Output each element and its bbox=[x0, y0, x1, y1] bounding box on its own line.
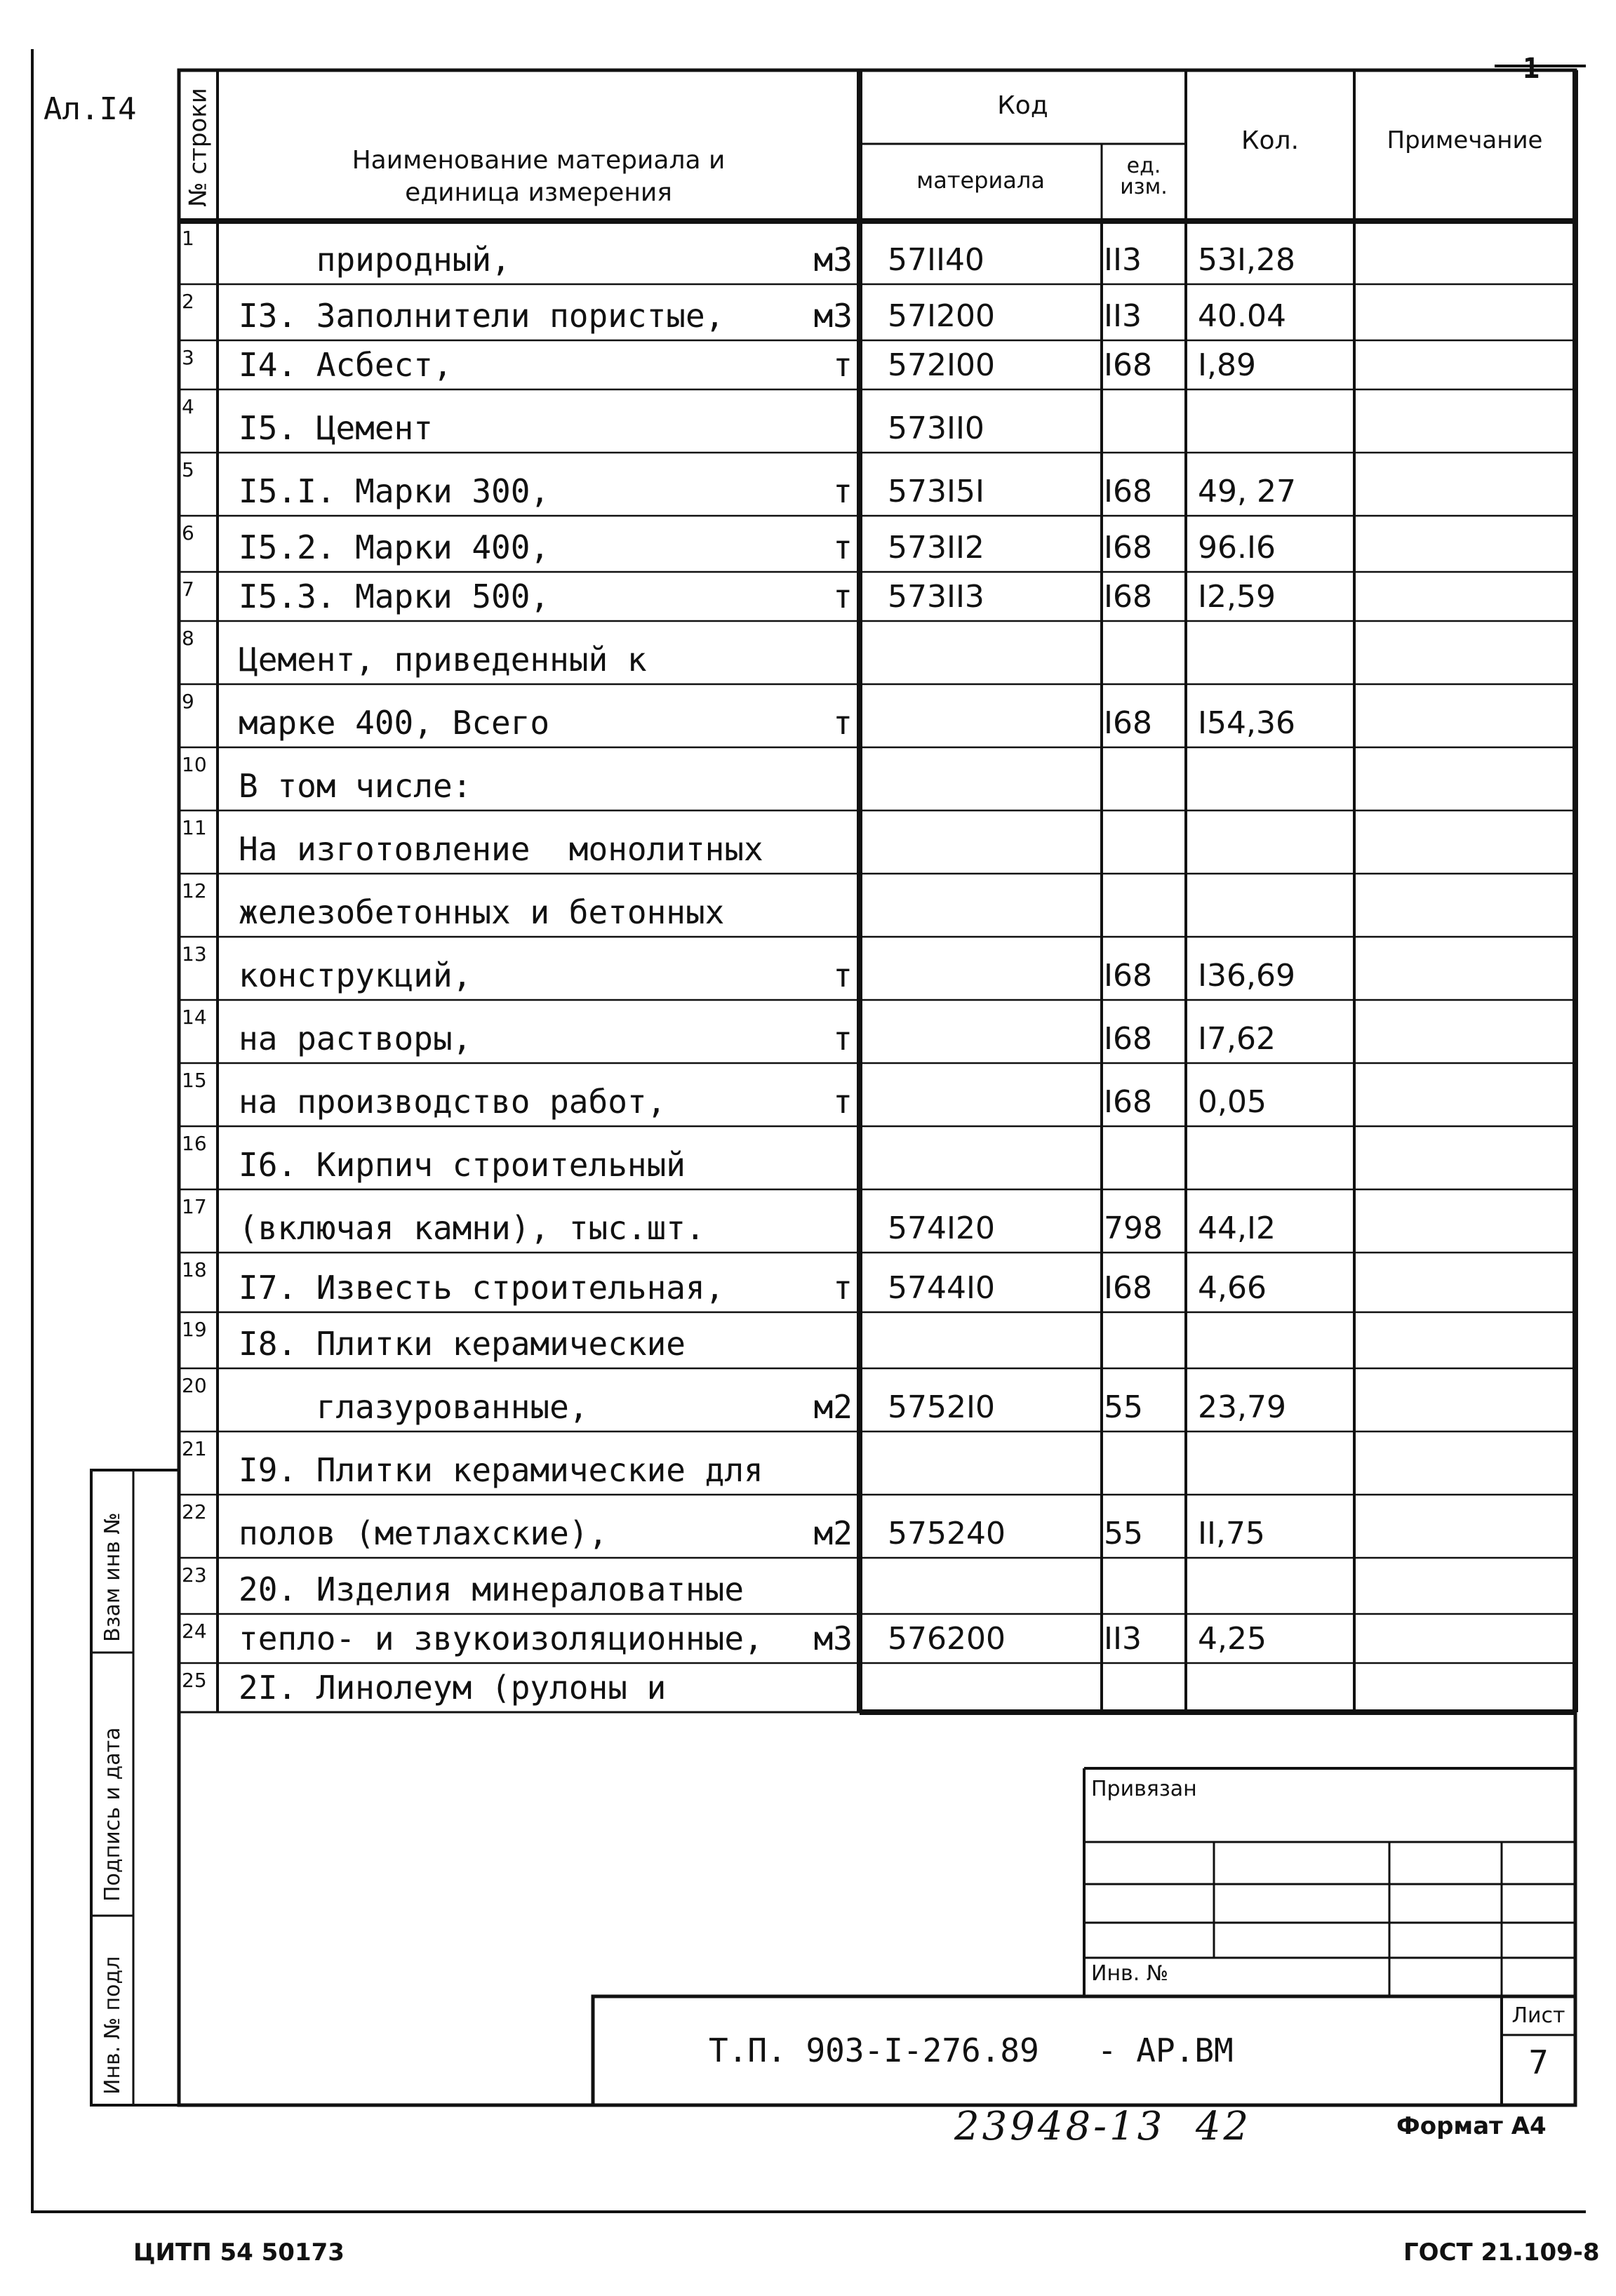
row-number: 13 bbox=[182, 942, 207, 966]
unit-label: м2 bbox=[813, 1388, 853, 1426]
table-row bbox=[179, 1126, 1575, 1189]
row-number: 14 bbox=[182, 1006, 207, 1029]
material-name: I4. Асбест, bbox=[239, 346, 453, 384]
material-name: I9. Плитки керамические для bbox=[239, 1451, 763, 1489]
material-name: железобетонных и бетонных bbox=[239, 893, 725, 931]
row-number: 10 bbox=[182, 753, 207, 776]
row-number: 19 bbox=[182, 1318, 207, 1341]
list-label: Лист bbox=[1511, 2003, 1565, 2028]
unit-code: I68 bbox=[1104, 1270, 1152, 1306]
unit-label: м2 bbox=[813, 1514, 853, 1552]
document-code: Т.П. 903-I-276.89 - АР.ВМ bbox=[709, 2031, 1234, 2069]
material-code: 574I20 bbox=[888, 1210, 995, 1246]
row-number: 7 bbox=[182, 578, 194, 601]
row-number: 17 bbox=[182, 1195, 207, 1218]
material-code: 576200 bbox=[888, 1621, 1006, 1657]
row-number: 12 bbox=[182, 879, 207, 902]
quantity: 0,05 bbox=[1198, 1084, 1267, 1120]
table-row bbox=[179, 1000, 1575, 1063]
quantity: I54,36 bbox=[1198, 705, 1295, 741]
material-name: полов (метлахские), bbox=[239, 1514, 608, 1552]
table-row bbox=[179, 747, 1575, 810]
sheet-label: Ал.I4 bbox=[44, 91, 137, 127]
row-number: 21 bbox=[182, 1437, 207, 1460]
material-name: В том числе: bbox=[239, 767, 472, 805]
material-name: на растворы, bbox=[239, 1020, 472, 1057]
quantity: 49, 27 bbox=[1198, 474, 1296, 509]
side-inv-podl: Инв. № подл bbox=[100, 1956, 125, 2095]
unit-label: т bbox=[833, 1020, 853, 1057]
unit-label: м3 bbox=[813, 1620, 853, 1657]
unit-code: I68 bbox=[1104, 958, 1152, 994]
row-number: 8 bbox=[182, 627, 194, 650]
material-name: конструкций, bbox=[239, 956, 472, 994]
table-row bbox=[179, 1663, 1575, 1712]
material-code: 57I200 bbox=[888, 298, 995, 334]
table-row bbox=[179, 1368, 1575, 1431]
material-name: I5.I. Марки 300, bbox=[239, 472, 550, 510]
unit-code: I68 bbox=[1104, 474, 1152, 509]
table-row bbox=[179, 453, 1575, 516]
material-name: I5. Цемент bbox=[239, 409, 433, 447]
material-name: (включая камни), тыс.шт. bbox=[239, 1209, 705, 1247]
table-row bbox=[179, 516, 1575, 572]
table-row bbox=[179, 221, 1575, 284]
material-code: 573II3 bbox=[888, 579, 984, 615]
row-number: 18 bbox=[182, 1258, 207, 1281]
row-number: 20 bbox=[182, 1374, 207, 1397]
top-corner-mark: 1 bbox=[1523, 53, 1540, 85]
header-code-unit: ед. изм. bbox=[1120, 154, 1168, 199]
row-number: 11 bbox=[182, 816, 207, 839]
table-row bbox=[179, 1495, 1575, 1558]
handwritten-number: 23948-13 42 bbox=[954, 2104, 1252, 2149]
material-name: 20. Изделия минераловатные bbox=[239, 1570, 744, 1608]
unit-code: II3 bbox=[1104, 298, 1142, 334]
unit-label: м3 bbox=[813, 241, 853, 279]
unit-label: т bbox=[833, 704, 853, 742]
header-row-no bbox=[179, 70, 218, 221]
quantity: I,89 bbox=[1198, 347, 1256, 383]
material-code: 572I00 bbox=[888, 347, 995, 383]
table-row bbox=[179, 1312, 1575, 1368]
material-name: I8. Плитки керамические bbox=[239, 1325, 686, 1363]
unit-code: I68 bbox=[1104, 705, 1152, 741]
sheet-number: 7 bbox=[1528, 2043, 1549, 2081]
table-row bbox=[179, 937, 1575, 1000]
table-row bbox=[179, 1558, 1575, 1614]
material-name: тепло- и звукоизоляционные, bbox=[239, 1620, 763, 1657]
row-number: 5 bbox=[182, 458, 194, 481]
material-name: I5.2. Марки 400, bbox=[239, 528, 550, 566]
table-row bbox=[179, 1189, 1575, 1253]
quantity: II,75 bbox=[1198, 1516, 1265, 1551]
unit-code: I68 bbox=[1104, 1021, 1152, 1057]
material-name: на производство работ, bbox=[239, 1083, 667, 1121]
side-podpis-data: Подпись и дата bbox=[100, 1727, 125, 1902]
row-number: 2 bbox=[182, 290, 194, 313]
table-row bbox=[179, 284, 1575, 340]
unit-label: т bbox=[833, 1269, 853, 1307]
unit-label: т bbox=[833, 578, 853, 615]
unit-label: т bbox=[833, 1083, 853, 1121]
material-code: 575240 bbox=[888, 1516, 1006, 1551]
unit-code: I68 bbox=[1104, 1084, 1152, 1120]
unit-code: I68 bbox=[1104, 579, 1152, 615]
table-row bbox=[179, 874, 1575, 937]
row-number: 23 bbox=[182, 1563, 207, 1587]
unit-label: т bbox=[833, 528, 853, 566]
quantity: I36,69 bbox=[1198, 958, 1295, 994]
unit-label: т bbox=[833, 346, 853, 384]
material-name: 2I. Линолеум (рулоны и bbox=[239, 1669, 667, 1707]
row-number: 6 bbox=[182, 521, 194, 545]
quantity: 4,66 bbox=[1198, 1270, 1267, 1306]
quantity: 53I,28 bbox=[1198, 242, 1295, 278]
material-name: природный, bbox=[239, 241, 511, 279]
material-name: глазурованные, bbox=[239, 1388, 589, 1426]
unit-label: т bbox=[833, 956, 853, 994]
material-name: I3. Заполнители пористые, bbox=[239, 297, 725, 335]
privyazan-label: Привязан bbox=[1091, 1777, 1197, 1801]
material-code: 573II2 bbox=[888, 530, 984, 566]
header-row-no-label: № строки bbox=[184, 88, 213, 207]
material-name: I6. Кирпич строительный bbox=[239, 1146, 686, 1184]
material-code: 573II0 bbox=[888, 411, 984, 446]
material-code: 5744I0 bbox=[888, 1270, 995, 1306]
table-row bbox=[179, 684, 1575, 747]
material-name: I7. Известь строительная, bbox=[239, 1269, 725, 1307]
material-name: марке 400, Всего bbox=[239, 704, 550, 742]
unit-label: т bbox=[833, 472, 853, 510]
material-name: Цемент, приведенный к bbox=[239, 641, 647, 679]
table-row bbox=[179, 572, 1575, 621]
table-row bbox=[179, 1614, 1575, 1663]
row-number: 22 bbox=[182, 1500, 207, 1523]
material-name: I5.3. Марки 500, bbox=[239, 578, 550, 615]
table-row bbox=[179, 621, 1575, 684]
header-note: Примечание bbox=[1387, 126, 1543, 154]
table-row bbox=[179, 1063, 1575, 1126]
quantity: 4,25 bbox=[1198, 1621, 1267, 1657]
table-row bbox=[179, 340, 1575, 389]
quantity: 96.I6 bbox=[1198, 530, 1276, 566]
header-qty: Кол. bbox=[1241, 126, 1300, 155]
row-number: 15 bbox=[182, 1069, 207, 1092]
quantity: 40.04 bbox=[1198, 298, 1286, 334]
header-code: Код bbox=[997, 91, 1048, 120]
side-vzam-inv: Взам инв № bbox=[100, 1512, 125, 1642]
header-name bbox=[218, 112, 860, 209]
footer-gost: ГОСТ 21.109-8 bbox=[1403, 2238, 1600, 2267]
material-code: 57II40 bbox=[888, 242, 984, 278]
footer-left-code: ЦИТП 54 50173 bbox=[133, 2238, 345, 2267]
header-code-material: материала bbox=[916, 167, 1045, 194]
row-number: 1 bbox=[182, 227, 194, 250]
row-number: 25 bbox=[182, 1669, 207, 1692]
row-number: 16 bbox=[182, 1132, 207, 1155]
quantity: I2,59 bbox=[1198, 579, 1276, 615]
quantity: 44,I2 bbox=[1198, 1210, 1276, 1246]
material-code: 5752I0 bbox=[888, 1389, 995, 1425]
unit-code: I68 bbox=[1104, 530, 1152, 566]
table-row bbox=[179, 1253, 1575, 1312]
quantity: 23,79 bbox=[1198, 1389, 1286, 1425]
unit-label: м3 bbox=[813, 297, 853, 335]
row-number: 24 bbox=[182, 1620, 207, 1643]
inv-no-label: Инв. № bbox=[1091, 1961, 1169, 1986]
quantity: I7,62 bbox=[1198, 1021, 1276, 1057]
row-number: 3 bbox=[182, 346, 194, 369]
unit-code: 798 bbox=[1104, 1210, 1163, 1246]
unit-code: I68 bbox=[1104, 347, 1152, 383]
material-name: На изготовление монолитных bbox=[239, 830, 763, 868]
unit-code: 55 bbox=[1104, 1389, 1143, 1425]
material-code: 573I5I bbox=[888, 474, 984, 509]
row-number: 9 bbox=[182, 690, 194, 713]
table-row bbox=[179, 389, 1575, 453]
header-name-label: Наименование материала и единица измерения bbox=[352, 146, 726, 207]
unit-code: II3 bbox=[1104, 242, 1142, 278]
unit-code: 55 bbox=[1104, 1516, 1143, 1551]
row-number: 4 bbox=[182, 395, 194, 418]
unit-code: II3 bbox=[1104, 1621, 1142, 1657]
table-row bbox=[179, 810, 1575, 874]
format-label: Формат А4 bbox=[1396, 2112, 1547, 2140]
table-row bbox=[179, 1431, 1575, 1495]
